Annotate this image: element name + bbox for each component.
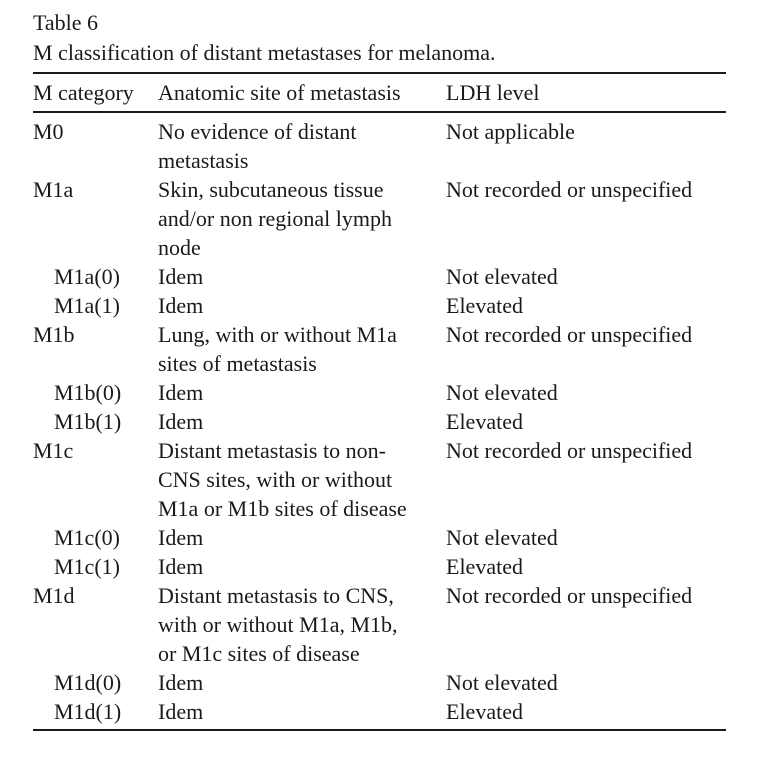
table-row	[0, 291, 762, 320]
site-line: with or without M1a, M1b,	[158, 612, 398, 637]
cell-m-category: M1b	[33, 322, 75, 347]
cell-ldh-level: Elevated	[446, 409, 523, 434]
cell-m-category: M1c(1)	[54, 554, 120, 579]
table-row	[0, 320, 762, 378]
cell-m-category: M1d	[33, 583, 75, 608]
cell-anatomic-site	[158, 697, 446, 726]
cell-m-category: M1c(0)	[54, 525, 120, 550]
site-line: sites of metastasis	[158, 351, 317, 376]
cell-anatomic-site	[158, 378, 446, 407]
table-header-row	[0, 78, 762, 107]
cell-m-category: M1a	[33, 177, 74, 202]
site-line: Distant metastasis to non-	[158, 438, 386, 463]
cell-m-category: M1d(0)	[54, 670, 122, 695]
cell-m-category: M1c	[33, 438, 74, 463]
table-caption: M classification of distant metastases for melanoma.	[33, 40, 496, 65]
table-row	[0, 697, 762, 726]
cell-anatomic-site	[158, 668, 446, 697]
bottom-rule	[33, 729, 726, 731]
cell-m-category: M1b(0)	[54, 380, 122, 405]
site-line: Skin, subcutaneous tissue	[158, 177, 384, 202]
site-line: Idem	[158, 699, 204, 724]
cell-anatomic-site	[158, 523, 446, 552]
site-line: node	[158, 235, 201, 260]
cell-ldh-level: Elevated	[446, 554, 523, 579]
column-header-anatomic-site: Anatomic site of metastasis	[158, 80, 401, 105]
cell-ldh-level: Not applicable	[446, 119, 575, 144]
site-line: Idem	[158, 525, 204, 550]
table-row	[0, 262, 762, 291]
table-row	[0, 117, 762, 175]
cell-ldh-level: Not recorded or unspecified	[446, 438, 693, 463]
cell-anatomic-site	[158, 117, 446, 175]
cell-anatomic-site	[158, 262, 446, 291]
site-line: Idem	[158, 380, 204, 405]
site-line: Idem	[158, 554, 204, 579]
cell-anatomic-site	[158, 581, 446, 668]
site-line: metastasis	[158, 148, 249, 173]
cell-m-category: M1a(1)	[54, 293, 120, 318]
cell-anatomic-site	[158, 407, 446, 436]
table-row	[0, 378, 762, 407]
cell-ldh-level: Not recorded or unspecified	[446, 583, 693, 608]
top-rule	[33, 72, 726, 74]
cell-m-category: M0	[33, 119, 64, 144]
cell-m-category: M1a(0)	[54, 264, 120, 289]
table-body	[0, 117, 762, 726]
cell-anatomic-site	[158, 175, 446, 262]
cell-anatomic-site	[158, 291, 446, 320]
header-rule	[33, 111, 726, 113]
table-row	[0, 407, 762, 436]
site-line: and/or non regional lymph	[158, 206, 393, 231]
site-line: No evidence of distant	[158, 119, 357, 144]
site-line: CNS sites, with or without	[158, 467, 393, 492]
table-row	[0, 436, 762, 523]
site-line: Idem	[158, 264, 204, 289]
table-row	[0, 668, 762, 697]
cell-anatomic-site	[158, 320, 446, 378]
site-line: Idem	[158, 670, 204, 695]
site-line: Distant metastasis to CNS,	[158, 583, 394, 608]
cell-ldh-level: Elevated	[446, 293, 523, 318]
cell-ldh-level: Not recorded or unspecified	[446, 177, 693, 202]
cell-ldh-level: Not elevated	[446, 380, 558, 405]
site-line: Lung, with or without M1a	[158, 322, 397, 347]
cell-m-category: M1d(1)	[54, 699, 122, 724]
site-line: Idem	[158, 409, 204, 434]
site-line: or M1c sites of disease	[158, 641, 360, 666]
cell-m-category: M1b(1)	[54, 409, 122, 434]
table-row	[0, 581, 762, 668]
cell-ldh-level: Not recorded or unspecified	[446, 322, 693, 347]
column-header-ldh-level: LDH level	[446, 80, 540, 105]
cell-ldh-level: Not elevated	[446, 525, 558, 550]
column-header-m-category: M category	[33, 80, 134, 105]
site-line: Idem	[158, 293, 204, 318]
site-line: M1a or M1b sites of disease	[158, 496, 407, 521]
table-row	[0, 552, 762, 581]
cell-anatomic-site	[158, 552, 446, 581]
cell-ldh-level: Not elevated	[446, 670, 558, 695]
cell-ldh-level: Not elevated	[446, 264, 558, 289]
cell-anatomic-site	[158, 436, 446, 523]
table-row	[0, 523, 762, 552]
table-number: Table 6	[33, 10, 99, 35]
table-row	[0, 175, 762, 262]
cell-ldh-level: Elevated	[446, 699, 523, 724]
